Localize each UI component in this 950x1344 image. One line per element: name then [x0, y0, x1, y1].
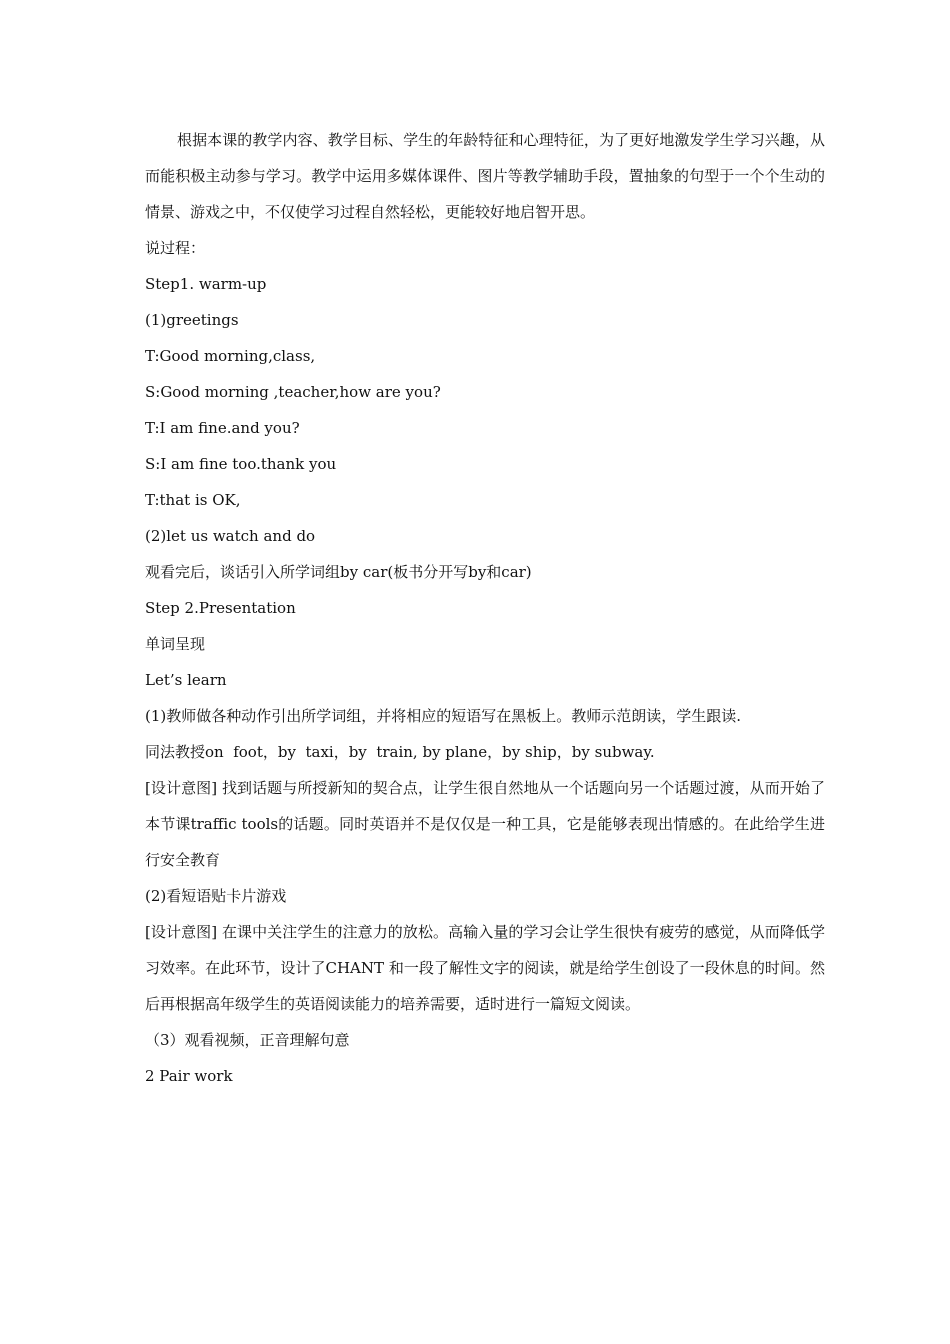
document-body	[145, 122, 825, 1094]
design-intent-2: [设计意图] 在课中关注学生的注意力的放松。高输入量的学习会让学生很快有疲劳的感觉，从而降低学习效率。在此环节，设计了CHANT 和一段了解性文字的阅读，就是给学生创设了一段休息的时间。然后再根据高年级学生的英语阅读能力的培养需要，适时进行一篇短文阅读。	[145, 923, 825, 1013]
teacher-action-text: (1)教师做各种动作引出所学词组，并将相应的短语写在黑板上。教师示范朗读，学生跟读.	[145, 707, 742, 725]
card-game-label: (2)看短语贴卡片游戏	[145, 887, 287, 905]
dialogue-line-1: T:Good morning,class,	[145, 347, 316, 365]
word-presentation-label: 单词呈现	[145, 635, 206, 653]
dialogue-line-3: T:I am fine.and you?	[145, 419, 300, 437]
watch-video-label: （3）观看视频，正音理解句意	[145, 1031, 350, 1049]
lets-learn-label: Let’s learn	[145, 671, 227, 689]
dialogue-line-5: T:that is OK,	[145, 491, 241, 509]
watch-do-label: (2)let us watch and do	[145, 527, 316, 545]
step1-heading: Step1. warm-up	[145, 275, 267, 293]
intro-paragraph: 根据本课的教学内容、教学目标、学生的年龄特征和心理特征，为了更好地激发学生学习兴趣，从而能积极主动参与学习。教学中运用多媒体课件、图片等教学辅助手段，置抽象的句型于一个个生动的情景、游戏之中，不仅使学习过程自然轻松，更能较好地启智开思。	[145, 131, 825, 221]
process-heading: 说过程：	[145, 239, 206, 257]
same-method-text: 同法教授on foot，by taxi，by train, by plane，by ship，by subway.	[145, 743, 655, 761]
after-watch-text: 观看完后，谈话引入所学词组by car(板书分开写by和car)	[145, 563, 532, 581]
pair-work-label: 2 Pair work	[145, 1067, 233, 1085]
greetings-label: (1)greetings	[145, 311, 239, 329]
design-intent-1: [设计意图] 找到话题与所授新知的契合点，让学生很自然地从一个话题向另一个话题过渡，从而开始了本节课traffic tools的话题。同时英语并不是仅仅是一种工具，它是能够表现出情感的。在此给学生进行安全教育	[145, 779, 825, 869]
dialogue-line-2: S:Good morning ,teacher,how are you?	[145, 383, 441, 401]
step2-heading: Step 2.Presentation	[145, 599, 296, 617]
dialogue-line-4: S:I am fine too.thank you	[145, 455, 337, 473]
